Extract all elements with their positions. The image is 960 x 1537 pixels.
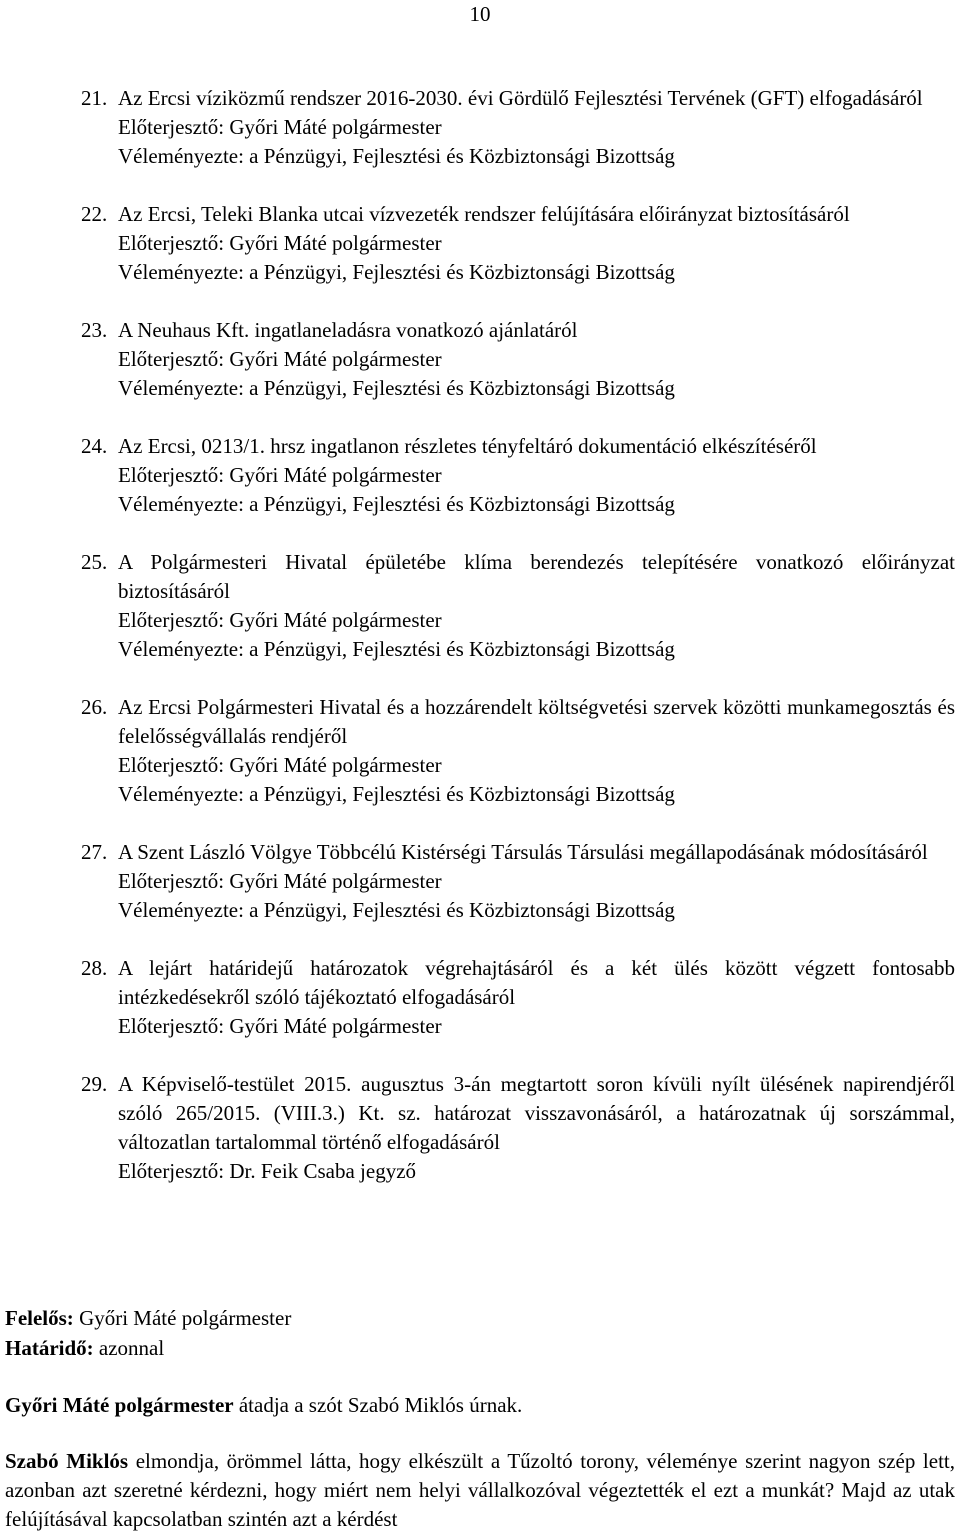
minutes-paragraph — [5, 1447, 955, 1534]
resolution-footer — [5, 1303, 955, 1363]
responsible-label: Felelős: — [5, 1306, 74, 1330]
speaker-name: Győri Máté polgármester — [5, 1393, 234, 1417]
item-presenter: Előterjesztő: Győri Máté polgármester — [118, 608, 442, 632]
item-presenter: Előterjesztő: Dr. Feik Csaba jegyző — [118, 1159, 417, 1183]
item-presenter: Előterjesztő: Győri Máté polgármester — [118, 869, 442, 893]
item-presenter: Előterjesztő: Győri Máté polgármester — [118, 463, 442, 487]
agenda-item — [0, 954, 960, 1041]
responsible-row — [5, 1303, 955, 1333]
item-number: 27. — [81, 840, 108, 864]
item-title: Az Ercsi, 0213/1. hrsz ingatlanon részletes tényfeltáró dokumentáció elkészítéséről — [118, 434, 817, 458]
agenda-item — [0, 548, 960, 664]
item-number: 22. — [81, 202, 108, 226]
item-title: Az Ercsi Polgármesteri Hivatal és a hozzárendelt költségvetési szervek közötti munkamegosztás és felelősségvállalás rendjéről — [118, 695, 955, 748]
item-presenter: Előterjesztő: Győri Máté polgármester — [118, 753, 442, 777]
item-number: 21. — [81, 86, 108, 110]
minutes-paragraph — [5, 1390, 955, 1420]
item-reviewer: Véleményezte: a Pénzügyi, Fejlesztési és Közbiztonsági Bizottság — [118, 492, 675, 516]
responsible-value: Győri Máté polgármester — [73, 1306, 292, 1330]
item-title: A lejárt határidejű határozatok végrehajtásáról és a két ülés között végzett fontosabb intézkedésekről szóló tájékoztató elfogadásáról — [118, 956, 955, 1009]
item-title: A Szent László Völgye Többcélú Kistérségi Társulás Társulási megállapodásának módosításáról — [118, 840, 928, 864]
agenda-item — [0, 84, 960, 171]
item-reviewer: Véleményezte: a Pénzügyi, Fejlesztési és Közbiztonsági Bizottság — [118, 144, 675, 168]
agenda-item — [0, 432, 960, 519]
item-title: A Polgármesteri Hivatal épületébe klíma berendezés telepítésére vonatkozó előirányzat biztosításáról — [118, 550, 955, 603]
item-presenter: Előterjesztő: Győri Máté polgármester — [118, 115, 442, 139]
item-title: Az Ercsi víziközmű rendszer 2016-2030. évi Gördülő Fejlesztési Tervének (GFT) elfogadásáról — [118, 86, 923, 110]
item-number: 26. — [81, 695, 108, 719]
item-presenter: Előterjesztő: Győri Máté polgármester — [118, 347, 442, 371]
item-title: Az Ercsi, Teleki Blanka utcai vízvezeték rendszer felújítására előirányzat biztosításáról — [118, 202, 850, 226]
item-reviewer: Véleményezte: a Pénzügyi, Fejlesztési és Közbiztonsági Bizottság — [118, 376, 675, 400]
item-number: 25. — [81, 550, 108, 574]
agenda-item — [0, 838, 960, 925]
page-number: 10 — [469, 2, 491, 26]
item-number: 24. — [81, 434, 108, 458]
agenda-item — [0, 1070, 960, 1186]
item-reviewer: Véleményezte: a Pénzügyi, Fejlesztési és Közbiztonsági Bizottság — [118, 782, 675, 806]
item-number: 29. — [81, 1072, 108, 1096]
item-presenter: Előterjesztő: Győri Máté polgármester — [118, 1014, 442, 1038]
item-presenter: Előterjesztő: Győri Máté polgármester — [118, 231, 442, 255]
agenda-list — [0, 84, 960, 1215]
deadline-row — [5, 1333, 955, 1363]
paragraph-text: elmondja, örömmel látta, hogy elkészült a Tűzoltó torony, véleménye szerint nagyon szép lett, azonban azt szeretné kérdezni, hogy miért nem helyi vállalkozóval végeztették el ezt a munkát? Majd az utak felújításával kapcsolatban szintén azt a kérdést — [5, 1449, 955, 1531]
item-number: 23. — [81, 318, 108, 342]
agenda-item — [0, 316, 960, 403]
paragraph-text: átadja a szót Szabó Miklós úrnak. — [233, 1393, 523, 1417]
item-reviewer: Véleményezte: a Pénzügyi, Fejlesztési és Közbiztonsági Bizottság — [118, 898, 675, 922]
agenda-item — [0, 200, 960, 287]
item-title: A Neuhaus Kft. ingatlaneladásra vonatkozó ajánlatáról — [118, 318, 578, 342]
deadline-value: azonnal — [93, 1336, 165, 1360]
item-reviewer: Véleményezte: a Pénzügyi, Fejlesztési és Közbiztonsági Bizottság — [118, 637, 675, 661]
deadline-label: Határidő: — [5, 1336, 94, 1360]
item-number: 28. — [81, 956, 108, 980]
speaker-name: Szabó Miklós — [5, 1449, 129, 1473]
item-reviewer: Véleményezte: a Pénzügyi, Fejlesztési és Közbiztonsági Bizottság — [118, 260, 675, 284]
agenda-item — [0, 693, 960, 809]
item-title: A Képviselő-testület 2015. augusztus 3-án megtartott soron kívüli nyílt ülésének napirendjéről szóló 265/2015. (VIII.3.) Kt. sz. határozat visszavonásáról, a határozatnak új sorszámmal, változatlan tartalommal történő elfogadásáról — [118, 1072, 955, 1154]
